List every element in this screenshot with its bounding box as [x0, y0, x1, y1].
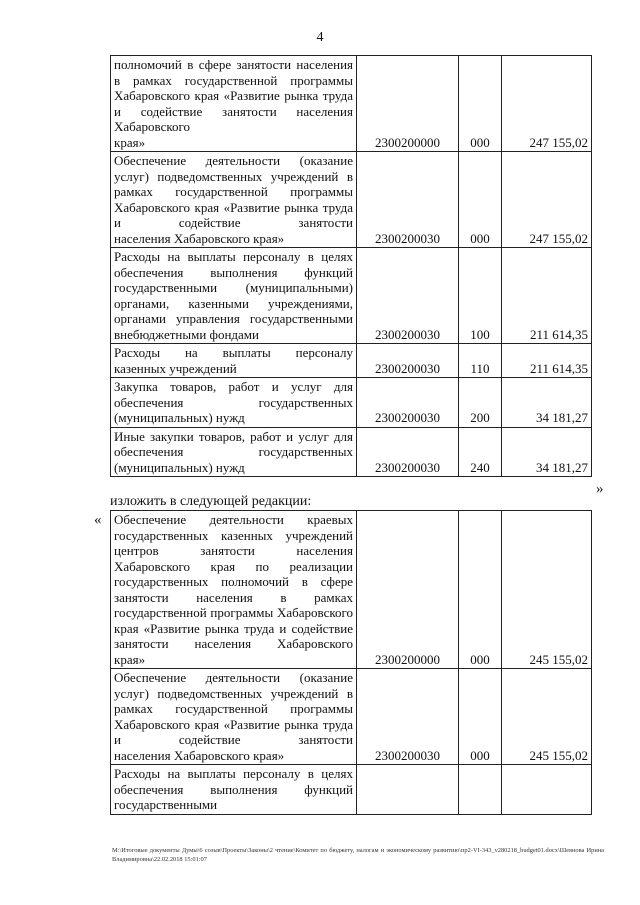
row-description: Обеспечение деятельности краевых государственных казенных учреждений центров занятости населения Хабаровского края по реализации государственных полномочий в сфере занятости населения в рамках государственной программы Хабаровского края «Развитие рынка труда и содействие занятости населения Хабаровского края»	[111, 511, 357, 669]
row-amount: 247 155,02	[502, 56, 592, 152]
table-row	[111, 765, 592, 815]
row-expense-type: 110	[459, 344, 502, 378]
row-amount: 211 614,35	[502, 248, 592, 344]
table-row	[111, 427, 592, 477]
opening-quote: «	[94, 512, 102, 528]
row-amount: 245 155,02	[502, 511, 592, 669]
row-code: 2300200030	[357, 427, 459, 477]
row-expense-type: 100	[459, 248, 502, 344]
redaction-text: изложить в следующей редакции:	[110, 494, 312, 509]
table-row	[111, 511, 592, 669]
row-code: 2300200030	[357, 344, 459, 378]
row-description: Закупка товаров, работ и услуг для обеспечения государственных (муниципальных) нужд	[111, 378, 357, 428]
row-code: 2300200030	[357, 378, 459, 428]
row-description: Обеспечение деятельности (оказание услуг) подведомственных учреждений в рамках государственной программы Хабаровского края «Развитие рынка труда и содействие занятости населения Хабаровского края»	[111, 669, 357, 765]
row-code: 2300200000	[357, 56, 459, 152]
table-row	[111, 344, 592, 378]
row-amount: 245 155,02	[502, 669, 592, 765]
budget-table-new	[110, 510, 592, 815]
row-amount: 247 155,02	[502, 152, 592, 248]
row-code: 2300200030	[357, 248, 459, 344]
table-row	[111, 248, 592, 344]
row-expense-type: 000	[459, 56, 502, 152]
row-expense-type: 000	[459, 669, 502, 765]
row-amount: 211 614,35	[502, 344, 592, 378]
table-row	[111, 669, 592, 765]
row-description: Обеспечение деятельности (оказание услуг) подведомственных учреждений в рамках государственной программы Хабаровского края «Развитие рынка труда и содействие занятости населения Хабаровского края»	[111, 152, 357, 248]
row-expense-type: 000	[459, 152, 502, 248]
row-expense-type	[459, 765, 502, 815]
row-description: полномочий в сфере занятости населения в рамках государственной программы Хабаровского края «Развитие рынка труда и содействие занятости населения Хабаровского края»	[111, 56, 357, 152]
row-code	[357, 765, 459, 815]
row-description: Иные закупки товаров, работ и услуг для обеспечения государственных (муниципальных) нужд	[111, 427, 357, 477]
row-code: 2300200030	[357, 152, 459, 248]
closing-quote: »	[596, 481, 604, 497]
row-expense-type: 200	[459, 378, 502, 428]
row-amount	[502, 765, 592, 815]
row-expense-type: 240	[459, 427, 502, 477]
row-expense-type: 000	[459, 511, 502, 669]
row-code: 2300200000	[357, 511, 459, 669]
budget-table-old	[110, 55, 592, 477]
table-row	[111, 152, 592, 248]
row-description: Расходы на выплаты персоналу в целях обеспечения выполнения функций государственными (муниципальными) органами, казенными учреждениями, органами управления государственными внебюджетными фондами	[111, 248, 357, 344]
row-description: Расходы на выплаты персоналу в целях обеспечения выполнения функций государственными	[111, 765, 357, 815]
row-amount: 34 181,27	[502, 427, 592, 477]
page-number: 4	[316, 30, 324, 45]
table-row	[111, 56, 592, 152]
file-path-footer: M:\Итоговые документы Думы\6 созыв\Проекты\Законы\2 чтение\Комитет по бюджету, налогам и экономическому развитию\пр2-VI-343_v280218_budget01.docx\Шеянова Ирина Владимировна\22.02.2018 15:01:07	[112, 847, 604, 863]
table-row	[111, 378, 592, 428]
row-code: 2300200030	[357, 669, 459, 765]
row-amount: 34 181,27	[502, 378, 592, 428]
row-description: Расходы на выплаты персоналу казенных учреждений	[111, 344, 357, 378]
